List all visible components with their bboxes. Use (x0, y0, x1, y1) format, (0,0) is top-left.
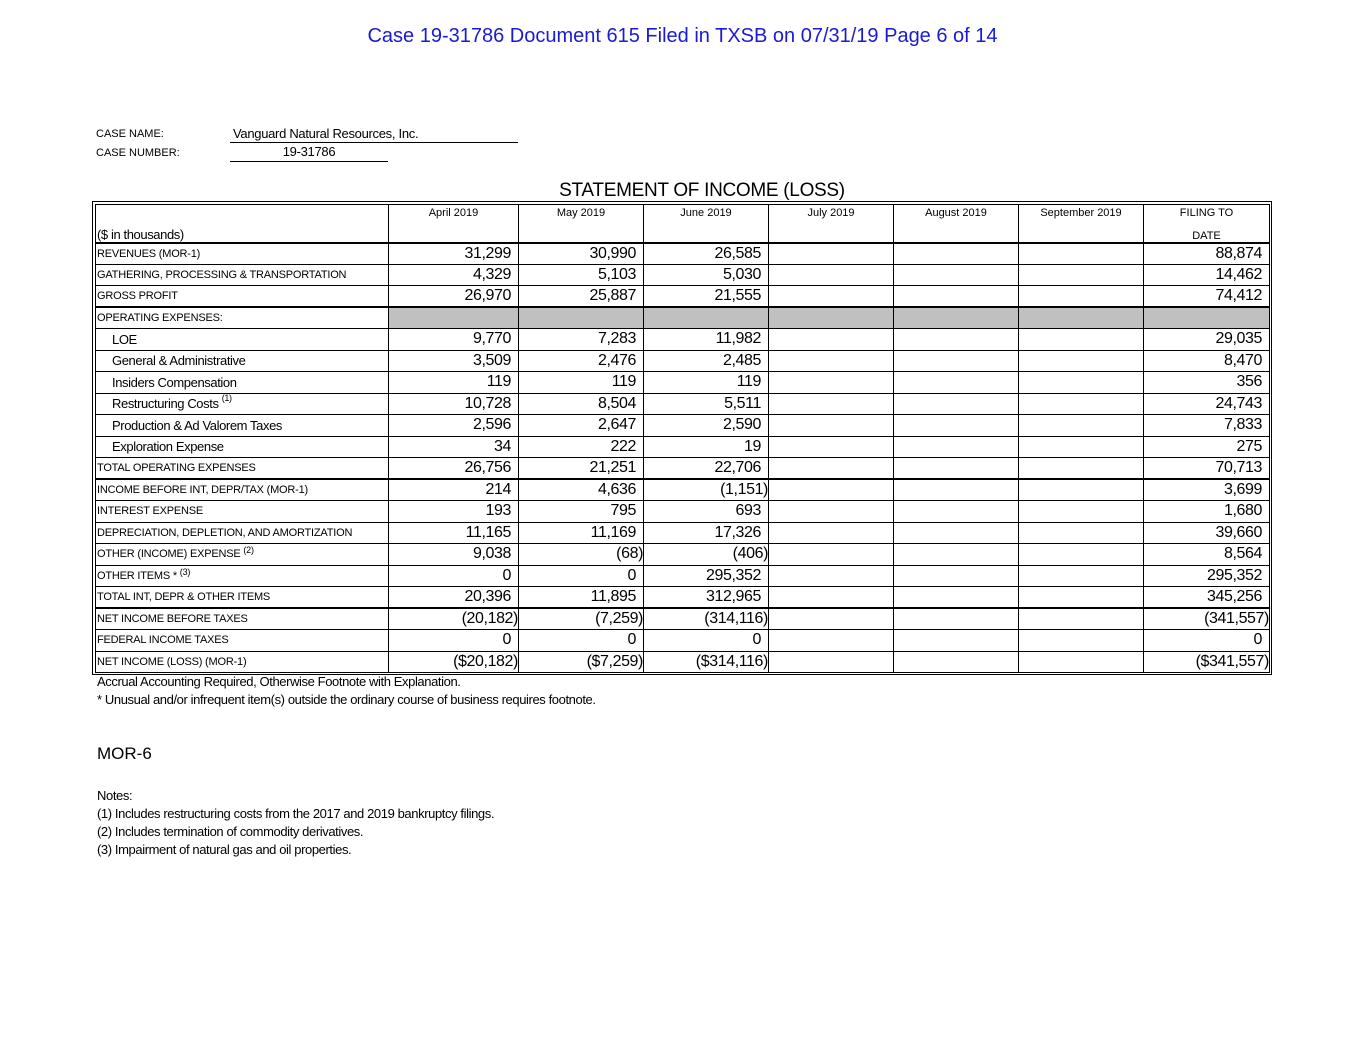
value-cell: 21,555 (644, 286, 769, 308)
filing-to-date-cell: 356 (1144, 372, 1270, 394)
value-cell (769, 544, 894, 566)
column-header-august: August 2019 (894, 205, 1019, 223)
value-cell (894, 565, 1019, 587)
row-label (96, 350, 389, 372)
row-label-text: GROSS PROFIT (97, 290, 178, 302)
value-cell (894, 501, 1019, 523)
form-id: MOR-6 (97, 744, 152, 763)
value-cell: 193 (389, 501, 519, 523)
row-label (96, 286, 389, 308)
value-cell: 3,509 (389, 350, 519, 372)
filing-to-date-cell: 88,874 (1144, 243, 1270, 265)
value-cell (894, 372, 1019, 394)
value-cell (769, 522, 894, 544)
column-header-july: July 2019 (769, 205, 894, 223)
value-cell (769, 458, 894, 480)
value-cell (894, 436, 1019, 458)
value-cell: 5,030 (644, 264, 769, 286)
value-cell (1019, 608, 1144, 630)
value-cell: 222 (519, 436, 644, 458)
filing-to-date-cell: 8,564 (1144, 544, 1270, 566)
value-cell: 0 (389, 630, 519, 652)
value-cell: 20,396 (389, 587, 519, 609)
value-cell (1019, 393, 1144, 415)
value-cell (894, 393, 1019, 415)
value-cell: (314,116) (644, 608, 769, 630)
section-header-cell (519, 307, 644, 329)
value-cell (894, 415, 1019, 437)
table-row (96, 479, 1270, 501)
filing-to-date-cell: 14,462 (1144, 264, 1270, 286)
value-cell: 34 (389, 436, 519, 458)
note-1: (1) Includes restructuring costs from the 2017 and 2019 bankruptcy filings. (97, 806, 495, 821)
column-header-april: April 2019 (389, 205, 519, 223)
value-cell: ($20,182) (389, 651, 519, 673)
table-row (96, 587, 1270, 609)
row-label-text: Production & Ad Valorem Taxes (112, 417, 283, 433)
value-cell (1019, 415, 1144, 437)
value-cell (1019, 329, 1144, 351)
column-header-june: June 2019 (644, 205, 769, 223)
value-cell (894, 350, 1019, 372)
table-row (96, 307, 1270, 329)
value-cell (1019, 372, 1144, 394)
value-cell: 31,299 (389, 243, 519, 265)
column-header-may: May 2019 (519, 205, 644, 223)
value-cell (894, 243, 1019, 265)
filing-to-date-cell: 275 (1144, 436, 1270, 458)
table-row (96, 350, 1270, 372)
row-label-text: TOTAL INT, DEPR & OTHER ITEMS (97, 591, 271, 603)
footnote-ref: (1) (221, 393, 232, 404)
value-cell: (20,182) (389, 608, 519, 630)
filing-to-date-cell: 1,680 (1144, 501, 1270, 523)
value-cell: 0 (519, 565, 644, 587)
row-label-text: DEPRECIATION, DEPLETION, AND AMORTIZATION (97, 526, 353, 539)
value-cell (894, 264, 1019, 286)
court-filing-header: Case 19-31786 Document 615 Filed in TXSB on 07/31/19 Page 6 of 14 (367, 25, 998, 47)
table-row (96, 608, 1270, 630)
table-row (96, 264, 1270, 286)
value-cell (769, 243, 894, 265)
value-cell (769, 479, 894, 501)
note-2: (2) Includes termination of commodity derivatives. (97, 824, 364, 839)
row-label (96, 458, 389, 480)
value-cell: 119 (389, 372, 519, 394)
table-row (96, 415, 1270, 437)
value-cell: 9,770 (389, 329, 519, 351)
value-cell: 0 (519, 630, 644, 652)
table-row (96, 393, 1270, 415)
case-number-label: CASE NUMBER: (96, 147, 180, 159)
note-3: (3) Impairment of natural gas and oil properties. (97, 842, 352, 857)
value-cell (1019, 630, 1144, 652)
table-row (96, 522, 1270, 544)
row-label-text: Insiders Compensation (112, 374, 237, 390)
value-cell: (7,259) (519, 608, 644, 630)
value-cell: 295,352 (644, 565, 769, 587)
section-header-cell (1144, 307, 1270, 329)
row-label (96, 522, 389, 544)
filing-to-date-cell: 295,352 (1144, 565, 1270, 587)
row-label-text: TOTAL OPERATING EXPENSES (97, 462, 256, 474)
value-cell: 26,585 (644, 243, 769, 265)
value-cell: 11,165 (389, 522, 519, 544)
notes-heading: Notes: (97, 788, 133, 803)
value-cell: 2,647 (519, 415, 644, 437)
row-label-text: GATHERING, PROCESSING & TRANSPORTATION (97, 268, 347, 281)
row-label-text: OTHER (INCOME) EXPENSE (97, 548, 241, 561)
value-cell (1019, 243, 1144, 265)
table-row (96, 329, 1270, 351)
value-cell: 30,990 (519, 243, 644, 265)
column-header-september: September 2019 (1019, 205, 1144, 223)
filing-to-date-cell: 70,713 (1144, 458, 1270, 480)
column-header-filing-to: FILING TO (1144, 205, 1270, 223)
value-cell (894, 608, 1019, 630)
value-cell (769, 393, 894, 415)
value-cell (1019, 286, 1144, 308)
filing-to-date-cell: (341,557) (1144, 608, 1270, 630)
value-cell (769, 565, 894, 587)
value-cell: 10,728 (389, 393, 519, 415)
value-cell: 5,511 (644, 393, 769, 415)
row-label (96, 651, 389, 673)
row-label (96, 243, 389, 265)
value-cell: 8,504 (519, 393, 644, 415)
value-cell (894, 329, 1019, 351)
row-label (96, 329, 389, 351)
filing-to-date-cell: ($341,557) (1144, 651, 1270, 673)
row-label-text: REVENUES (MOR-1) (97, 247, 201, 260)
row-label (96, 264, 389, 286)
accrual-note: Accrual Accounting Required, Otherwise Footnote with Explanation. (97, 674, 461, 689)
value-cell (769, 372, 894, 394)
value-cell: 119 (644, 372, 769, 394)
row-label-text: INTEREST EXPENSE (97, 505, 204, 518)
row-label-text: Exploration Expense (112, 439, 224, 455)
case-name-value: Vanguard Natural Resources, Inc. (230, 126, 518, 143)
table-row (96, 544, 1270, 566)
row-label-text: Restructuring Costs (112, 396, 219, 412)
row-label (96, 565, 389, 587)
section-header-cell (769, 307, 894, 329)
value-cell (1019, 544, 1144, 566)
section-header-cell (644, 307, 769, 329)
units-label: ($ in thousands) (96, 223, 389, 243)
row-label-text: OTHER ITEMS * (97, 569, 177, 582)
header-blank-cell (96, 205, 389, 223)
row-label-text: FEDERAL INCOME TAXES (97, 634, 229, 647)
value-cell: 22,706 (644, 458, 769, 480)
row-label-text: General & Administrative (112, 353, 246, 369)
filing-to-date-cell: 3,699 (1144, 479, 1270, 501)
value-cell (769, 651, 894, 673)
row-label-text: OPERATING EXPENSES: (97, 312, 223, 324)
value-cell (1019, 651, 1144, 673)
filing-to-date-cell: 0 (1144, 630, 1270, 652)
table-row (96, 630, 1270, 652)
row-label (96, 501, 389, 523)
value-cell: 21,251 (519, 458, 644, 480)
value-cell: 25,887 (519, 286, 644, 308)
row-label (96, 630, 389, 652)
value-cell: 214 (389, 479, 519, 501)
value-cell: 11,982 (644, 329, 769, 351)
value-cell (894, 544, 1019, 566)
value-cell: 2,596 (389, 415, 519, 437)
value-cell (894, 479, 1019, 501)
value-cell: 7,283 (519, 329, 644, 351)
value-cell (1019, 350, 1144, 372)
table-row (96, 458, 1270, 480)
value-cell: (1,151) (644, 479, 769, 501)
row-label (96, 415, 389, 437)
table-row (96, 286, 1270, 308)
section-header-cell (389, 307, 519, 329)
row-label-text: NET INCOME BEFORE TAXES (97, 613, 248, 625)
filing-to-date-cell: 7,833 (1144, 415, 1270, 437)
value-cell: 11,895 (519, 587, 644, 609)
value-cell: 119 (519, 372, 644, 394)
row-label-text: NET INCOME (LOSS) (MOR-1) (97, 655, 247, 668)
value-cell (1019, 587, 1144, 609)
value-cell (894, 458, 1019, 480)
value-cell: 312,965 (644, 587, 769, 609)
footnote-ref: (3) (179, 566, 191, 577)
value-cell: 11,169 (519, 522, 644, 544)
table-row (96, 565, 1270, 587)
value-cell (894, 522, 1019, 544)
filing-to-date-cell: 74,412 (1144, 286, 1270, 308)
section-header-cell (1019, 307, 1144, 329)
value-cell (769, 264, 894, 286)
value-cell: 4,636 (519, 479, 644, 501)
value-cell: 5,103 (519, 264, 644, 286)
table-row (96, 436, 1270, 458)
value-cell: 17,326 (644, 522, 769, 544)
value-cell: 0 (389, 565, 519, 587)
value-cell (1019, 501, 1144, 523)
value-cell: 2,485 (644, 350, 769, 372)
row-label (96, 479, 389, 501)
income-statement-table (95, 204, 1270, 673)
value-cell (769, 501, 894, 523)
value-cell: 26,970 (389, 286, 519, 308)
value-cell: 26,756 (389, 458, 519, 480)
table-row (96, 243, 1270, 265)
value-cell: 795 (519, 501, 644, 523)
row-label-text: LOE (112, 331, 137, 347)
table-row (96, 651, 1270, 673)
value-cell (1019, 565, 1144, 587)
value-cell: 0 (644, 630, 769, 652)
value-cell (894, 587, 1019, 609)
value-cell (1019, 522, 1144, 544)
row-label (96, 307, 389, 329)
unusual-items-note: * Unusual and/or infrequent item(s) outside the ordinary course of business requires footnote. (97, 692, 596, 707)
value-cell (769, 350, 894, 372)
table-row (96, 372, 1270, 394)
row-label (96, 587, 389, 609)
section-header-cell (894, 307, 1019, 329)
value-cell: (406) (644, 544, 769, 566)
case-number-value: 19-31786 (230, 144, 388, 162)
filing-to-date-cell: 24,743 (1144, 393, 1270, 415)
value-cell (769, 436, 894, 458)
value-cell (769, 587, 894, 609)
footnote-ref: (2) (243, 545, 254, 556)
value-cell (769, 608, 894, 630)
row-label (96, 372, 389, 394)
value-cell: 9,038 (389, 544, 519, 566)
row-label (96, 608, 389, 630)
table-row (96, 501, 1270, 523)
value-cell (894, 286, 1019, 308)
row-label-text: INCOME BEFORE INT, DEPR/TAX (MOR-1) (97, 484, 308, 496)
value-cell: ($314,116) (644, 651, 769, 673)
value-cell (769, 329, 894, 351)
value-cell: (68) (519, 544, 644, 566)
value-cell (894, 630, 1019, 652)
value-cell (894, 651, 1019, 673)
value-cell: 2,476 (519, 350, 644, 372)
filing-to-date-cell: 29,035 (1144, 329, 1270, 351)
value-cell: 2,590 (644, 415, 769, 437)
value-cell (769, 286, 894, 308)
filing-to-date-cell: 8,470 (1144, 350, 1270, 372)
value-cell: 19 (644, 436, 769, 458)
value-cell (1019, 264, 1144, 286)
filing-to-date-cell: 39,660 (1144, 522, 1270, 544)
value-cell: ($7,259) (519, 651, 644, 673)
value-cell (1019, 479, 1144, 501)
row-label (96, 544, 389, 566)
filing-to-date-cell: 345,256 (1144, 587, 1270, 609)
column-header-date: DATE (1144, 223, 1270, 243)
value-cell (1019, 458, 1144, 480)
value-cell (769, 630, 894, 652)
statement-title: STATEMENT OF INCOME (LOSS) (559, 180, 845, 201)
value-cell: 4,329 (389, 264, 519, 286)
value-cell (1019, 436, 1144, 458)
value-cell: 693 (644, 501, 769, 523)
row-label (96, 393, 389, 415)
row-label (96, 436, 389, 458)
case-name-label: CASE NAME: (96, 128, 164, 140)
value-cell (769, 415, 894, 437)
